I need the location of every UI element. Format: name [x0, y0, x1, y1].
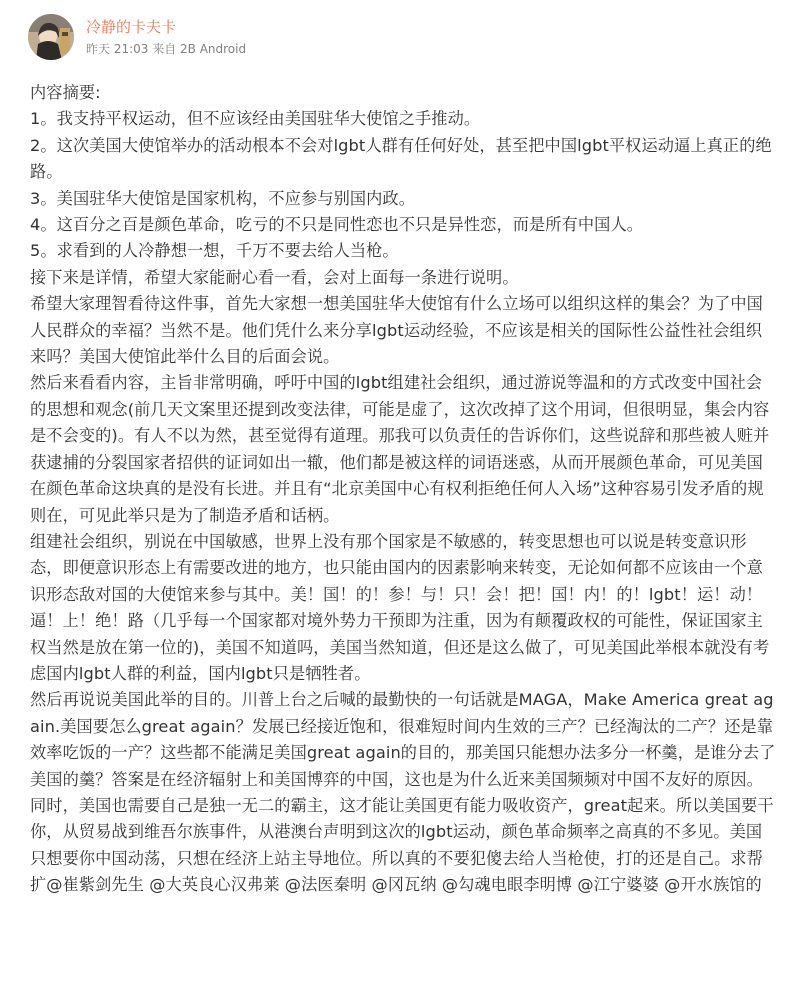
- content-paragraph: 接下来是详情，希望大家能耐心看一看，会对上面每一条进行说明。: [30, 267, 519, 287]
- content-paragraph: 然后再说说美国此举的目的。川普上台之后喊的最勤快的一句话就是MAGA，Make America great again.美国要怎么great again？发展已经接近饱和，很难短时间内生效的三产？已经淘汰的二产？还是靠效率吃饭的一产？这些都不能满足美国great again的目的，那美国只能想办法多分一杯羹，是谁分去了美国的羹？答案是在经济辐射上和美国博弈的中国，这也是为什么近来美国频频对中国不友好的原因。同时，美国也需要自己是独一无二的霸主，这才能让美国更有能力吸收资产，great起来。所以美国要干你，从贸易战到维吾尔族事件，从港澳台声明到这次的lgbt运动，颜色革命频率之高真的不多见。美国只想要你中国动荡，只想在经济上站主导地位。所以真的不要犯傻去给人当枪使，打的还是自己。求帮扩@崔紫剑先生 @大英良心汉弗莱 @法医秦明 @冈瓦纳 @勾魂电眼李明博 @江宁婆婆 @开水族馆的: [30, 690, 776, 895]
- content-paragraph: 组建社会组织，别说在中国敏感，世界上没有那个国家是不敏感的，转变思想也可以说是转变意识形态，即便意识形态上有需要改进的地方，也只能由国内的因素影响来转变，无论如何都不应该由一个意识形态敌对国的大使馆来参与其中。美！国！的！参！与！只！会！把！国！内！的！lgbt！运！动！逼！上！绝！路（几乎每一个国家都对境外势力干预即为注重，因为有颠覆政权的可能性，保证国家主权当然是放在第一位的)，美国不知道吗，美国当然知道，但还是这么做了，可见美国此举根本就没有考虑国内lgbt人群的利益，国内lgbt只是牺牲者。: [30, 531, 770, 683]
- content-paragraph: 5。求看到的人冷静想一想，千万不要去给人当枪。: [30, 241, 399, 261]
- content-paragraph: 4。这百分之百是颜色革命，吃亏的不只是同性恋也不只是异性恋，而是所有中国人。: [30, 215, 644, 235]
- content-paragraph: 2。这次美国大使馆举办的活动根本不会对lgbt人群有任何好处，甚至把中国lgbt平权运动逼上真正的绝路。: [30, 135, 772, 182]
- content-paragraph: 然后来看看内容，主旨非常明确，呼吁中国的lgbt组建社会组织，通过游说等温和的方式改变中国社会的思想和观念(前几天文案里还提到改变法律，可能是虚了，这次改掉了这个用词，但很明显，集会内容是不会变的)。有人不以为然，甚至觉得有道理。那我可以负责任的告诉你们，这些说辞和那些被人赃并获逮捕的分裂国家者招供的证词如出一辙，他们都是被这样的词语迷惑，从而开展颜色革命，可见美国在颜色革命这块真的是没有长进。并且有“北京美国中心有权利拒绝任何人入场”这种容易引发矛盾的规则在，可见此举只是为了制造矛盾和话柄。: [30, 373, 770, 525]
- content-paragraph: 内容摘要:: [30, 83, 101, 102]
- username-link[interactable]: 冷静的卡夫卡: [86, 18, 177, 36]
- content-paragraph: 1。我支持平权运动，但不应该经由美国驻华大使馆之手推动。: [30, 109, 481, 129]
- post-meta: 昨天 21:03 来自 2B Android: [86, 42, 247, 56]
- content-paragraph: 3。美国驻华大使馆是国家机构，不应参与别国内政。: [30, 188, 416, 208]
- post-header: [28, 14, 768, 64]
- avatar-image: [28, 14, 74, 60]
- post-content: [30, 80, 778, 899]
- user-block: [86, 16, 246, 58]
- avatar[interactable]: [28, 14, 74, 60]
- content-paragraph: 希望大家理智看待这件事，首先大家想一想美国驻华大使馆有什么立场可以组织这样的集会？为了中国人民群众的幸福？当然不是。他们凭什么来分享lgbt运动经验，不应该是相关的国际性公益性社会组织来吗？美国大使馆此举什么目的后面会说。: [30, 294, 763, 367]
